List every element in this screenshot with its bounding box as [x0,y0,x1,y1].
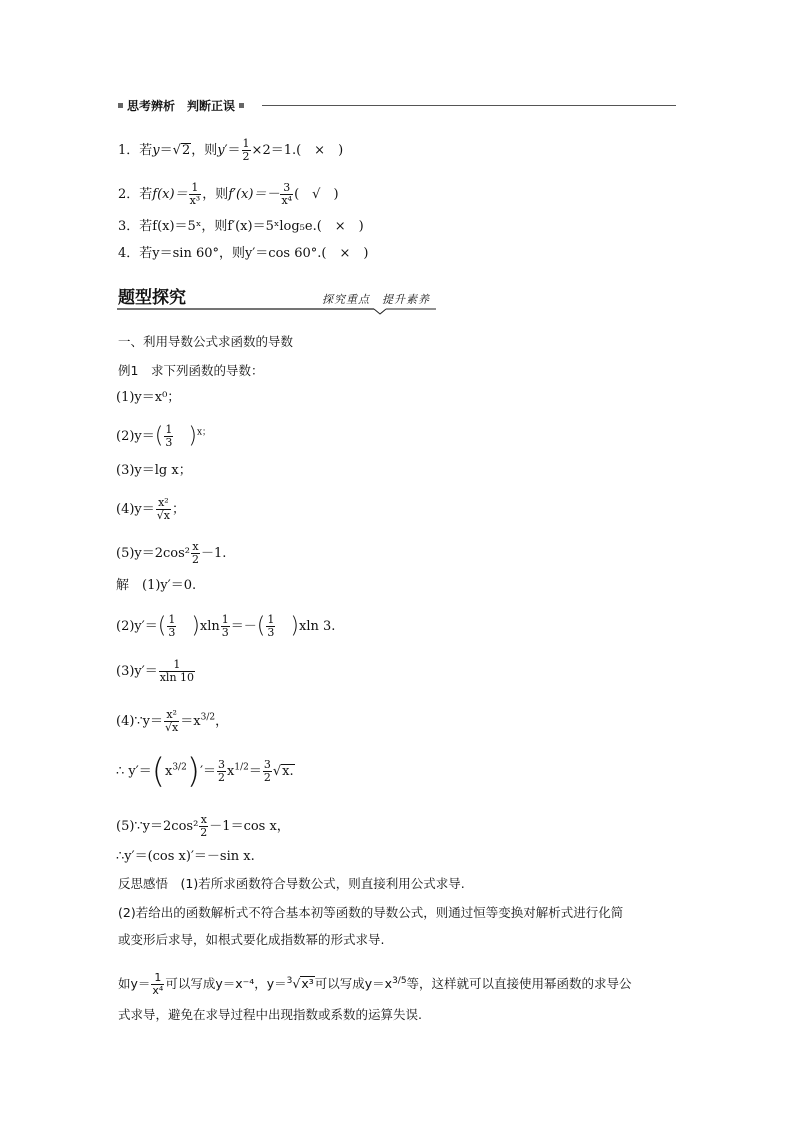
reflection-1: 反思感悟 (1)若所求函数符合导数公式，则直接利用公式求导. [118,876,465,891]
solution-3: (3)y′＝ $\frac{1}{xln 10}$ [116,658,195,684]
problem-1: (1)y＝x⁰； [116,390,181,405]
reflection-4: 如y＝ $\frac{1}{\text{x⁴}}$ 可以写成y＝x⁻⁴，y＝$^3$√x³可以写成$y=x^{3/5}$等，这样就可以直接使用幂函数的求导公 [118,971,632,997]
section-header [118,98,248,114]
solution-1: 解 (1)y′＝0. [116,578,197,593]
item-2: 2．若f(x)＝ $\frac{1}{\text{x³}}$ ，则f′(x)＝－ $\frac{3}{\text{x⁴}}$ ( √ ) [118,181,339,207]
item-3: 3．若f(x)＝5ˣ，则f′(x)＝5ˣlog₅e.( × ) [118,219,364,234]
header-underline [116,306,438,316]
topic-heading: 一、利用导数公式求函数的导数 [118,334,294,349]
problem-2: (2)y＝( $\frac{1}{3}$ )$^{x;}$ [116,423,212,449]
solution-5: ∴ $y'=(x^{3/2})'=$ $\frac{3}{2}$ $x^{1/2}=$ $\frac{3}{2}$ √x. [116,751,294,792]
section-title: 思考辨析 判断正误 [127,99,236,113]
problem-4: (4)y＝ $\frac{\text{x²}}{√x}$ ； [116,496,186,522]
topic-header-title: 题型探究 [118,288,186,308]
solution-2: (2)y′＝( $\frac{1}{3}$ )xln $\frac{1}{3}$ ＝－( $\frac{1}{3}$ )xln 3. [116,613,336,639]
reflection-3: 或变形后求导，如根式要化成指数幂的形式求导. [118,932,385,947]
bullet-icon [118,103,123,108]
topic-header-subtitle: 探究重点 提升素养 [322,293,430,306]
item-4: 4．若y＝sin 60°，则y′＝cos 60°.( × ) [118,246,369,261]
section-rule [262,105,676,106]
reflection-5: 式求导，避免在求导过程中出现指数或系数的运算失误. [118,1007,422,1022]
bullet-icon [239,103,244,108]
solution-4: (4)∵y＝ $\frac{\text{x²}}{√x}$ $=x^{3/2}$， [116,708,229,734]
solution-6: (5)∵y＝2cos² $\frac{x}{2}$ －1＝cos x， [116,813,290,839]
reflection-2: (2)若给出的函数解析式不符合基本初等函数的导数公式，则通过恒等变换对解析式进行化简 [118,905,624,920]
example-label: 例1 求下列函数的导数： [118,363,264,378]
item-1: 1．若y＝√2，则y′＝ $\frac{1}{2}$ ×2＝1.( × ) [118,137,344,163]
problem-5: (5)y＝2cos² $\frac{x}{2}$ －1. [116,540,227,566]
solution-7: ∴y′＝(cos x)′＝－sin x. [116,849,255,864]
problem-3: (3)y＝lg x； [116,463,192,478]
